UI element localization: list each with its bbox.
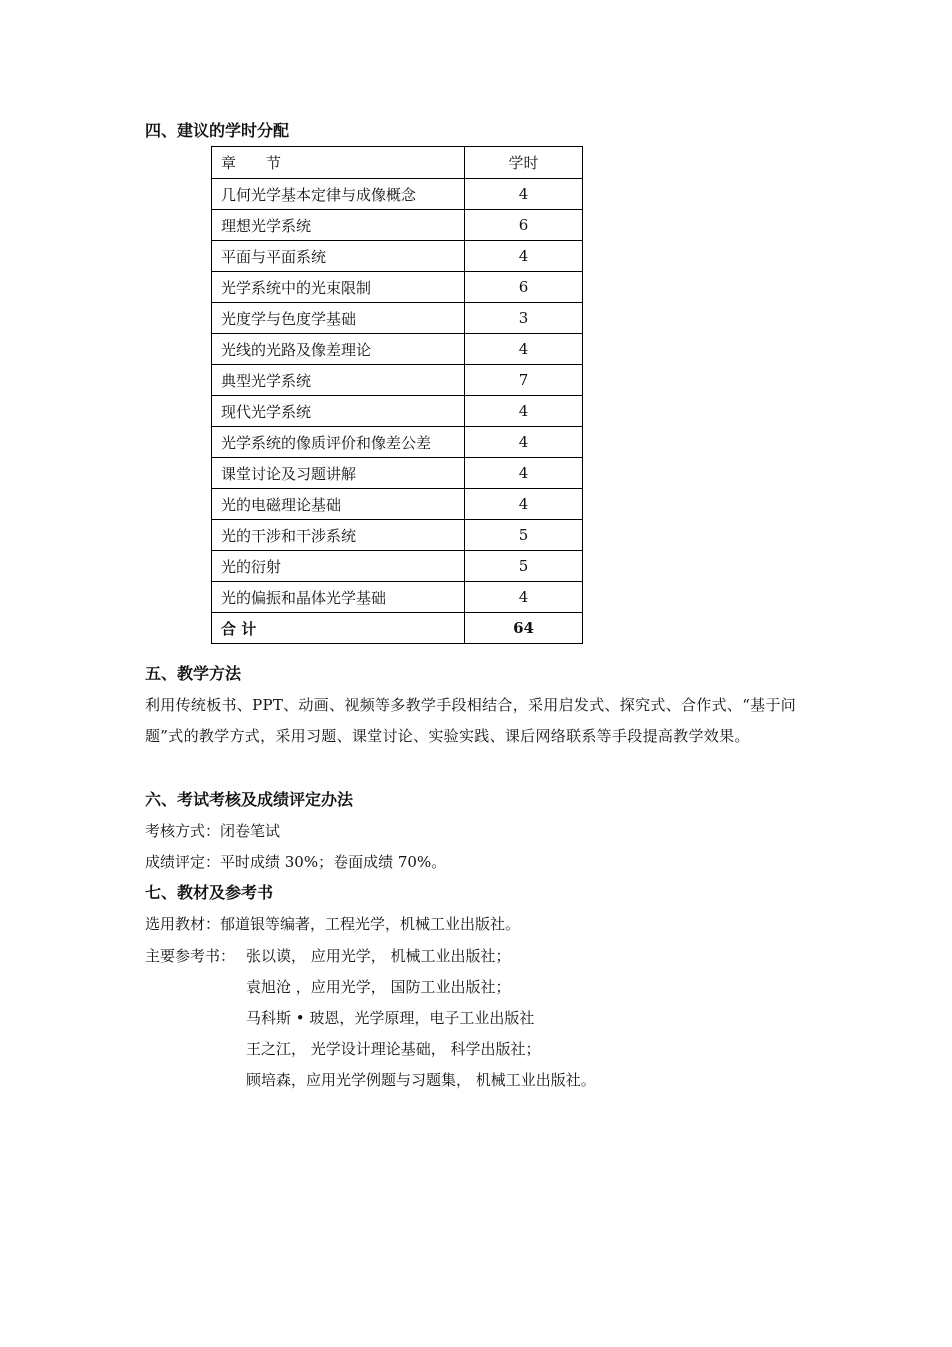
row-hours: 7 — [465, 365, 583, 396]
table-total-row — [212, 613, 583, 644]
row-chapter: 光的偏振和晶体光学基础 — [212, 582, 465, 613]
row-hours: 4 — [465, 179, 583, 210]
row-chapter: 课堂讨论及习题讲解 — [212, 458, 465, 489]
header-hours: 学时 — [465, 147, 583, 179]
row-hours: 4 — [465, 489, 583, 520]
exam-method-line: 考核方式：闭卷笔试 — [145, 822, 281, 840]
section-6-heading: 六、考试考核及成绩评定办法 — [145, 790, 354, 809]
reference-item: 顾培森，应用光学例题与习题集， 机械工业出版社。 — [246, 1071, 596, 1089]
textbook-line: 选用教材：郁道银等编著，工程光学，机械工业出版社。 — [145, 915, 521, 933]
row-chapter: 光的电磁理论基础 — [212, 489, 465, 520]
section-5-heading: 五、教学方法 — [145, 664, 242, 683]
table-row — [212, 427, 583, 458]
row-chapter: 光的衍射 — [212, 551, 465, 582]
table-row — [212, 334, 583, 365]
table-row — [212, 458, 583, 489]
row-chapter: 几何光学基本定律与成像概念 — [212, 179, 465, 210]
section-7-heading: 七、教材及参考书 — [145, 883, 274, 902]
reference-item: 张以谟， 应用光学， 机械工业出版社； — [246, 947, 511, 965]
table-row — [212, 396, 583, 427]
row-hours: 5 — [465, 520, 583, 551]
row-chapter: 现代光学系统 — [212, 396, 465, 427]
total-hours: 64 — [465, 613, 583, 644]
row-chapter: 典型光学系统 — [212, 365, 465, 396]
hours-allocation-table — [211, 146, 583, 644]
row-chapter: 光学系统中的光束限制 — [212, 272, 465, 303]
row-hours: 6 — [465, 210, 583, 241]
row-hours: 4 — [465, 334, 583, 365]
grading-line: 成绩评定：平时成绩 30%；卷面成绩 70%。 — [145, 853, 447, 871]
row-hours: 6 — [465, 272, 583, 303]
references-label: 主要参考书： — [145, 947, 236, 965]
table-row — [212, 520, 583, 551]
row-chapter: 平面与平面系统 — [212, 241, 465, 272]
table-row — [212, 582, 583, 613]
table-header-row — [212, 147, 583, 179]
reference-item: 袁旭沧 ，应用光学， 国防工业出版社； — [246, 978, 511, 996]
row-hours: 5 — [465, 551, 583, 582]
row-hours: 4 — [465, 396, 583, 427]
table-row — [212, 551, 583, 582]
table-row — [212, 365, 583, 396]
section-4-heading: 四、建议的学时分配 — [145, 121, 290, 140]
header-chapter: 章 节 — [212, 147, 465, 179]
row-chapter: 光学系统的像质评价和像差公差 — [212, 427, 465, 458]
total-label: 合 计 — [212, 613, 465, 644]
row-hours: 4 — [465, 241, 583, 272]
row-chapter: 理想光学系统 — [212, 210, 465, 241]
reference-item: 马科斯 • 玻恩，光学原理，电子工业出版社 — [246, 1009, 535, 1027]
table-row — [212, 210, 583, 241]
table-row — [212, 303, 583, 334]
table-row — [212, 241, 583, 272]
row-hours: 3 — [465, 303, 583, 334]
reference-item: 王之江， 光学设计理论基础， 科学出版社； — [246, 1040, 541, 1058]
table-row — [212, 179, 583, 210]
row-chapter: 光的干涉和干涉系统 — [212, 520, 465, 551]
row-hours: 4 — [465, 427, 583, 458]
teaching-method-paragraph: 利用传统板书、PPT、动画、视频等多教学手段相结合，采用启发式、探究式、合作式、“基于问题”式的教学方式，采用习题、课堂讨论、实验实践、课后网络联系等手段提高教学效果。 — [145, 696, 797, 745]
row-chapter: 光度学与色度学基础 — [212, 303, 465, 334]
table-row — [212, 272, 583, 303]
table-row — [212, 489, 583, 520]
row-chapter: 光线的光路及像差理论 — [212, 334, 465, 365]
row-hours: 4 — [465, 582, 583, 613]
row-hours: 4 — [465, 458, 583, 489]
